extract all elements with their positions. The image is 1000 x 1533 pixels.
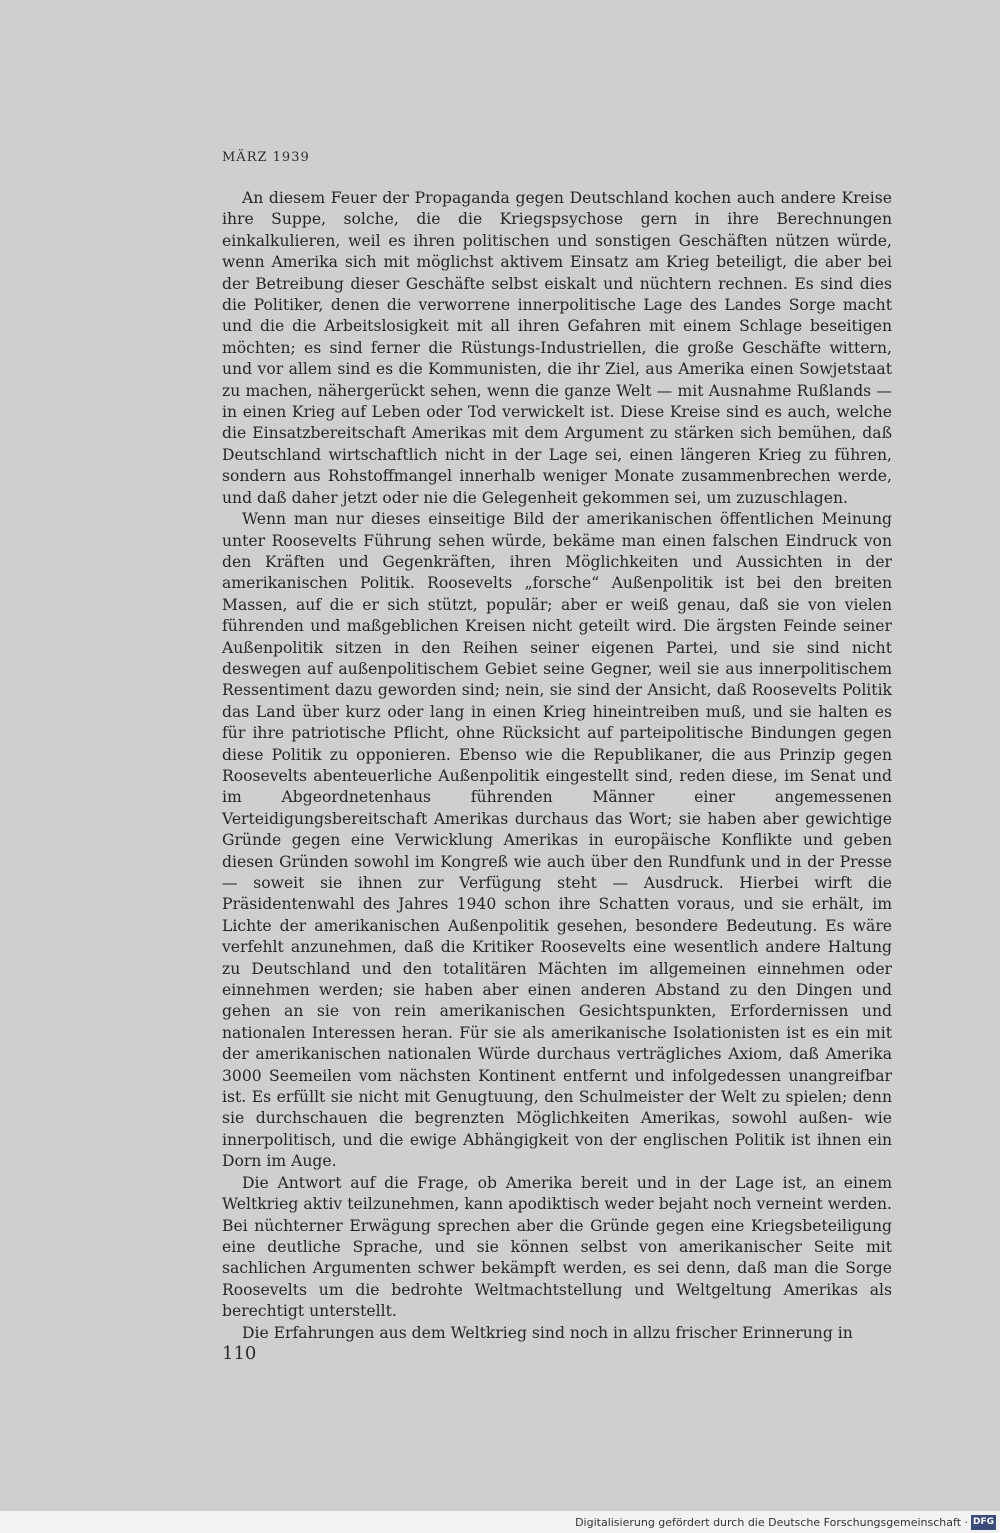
dfg-logo-icon: DFG (971, 1515, 996, 1530)
paragraph: Die Antwort auf die Frage, ob Amerika bereit und in der Lage ist, an einem Weltkrieg aktiv teilzunehmen, kann apodiktisch weder bejaht noch verneint werden. Bei nüchterner Erwägung sprechen aber die Gründe gegen eine Kriegsbeteiligung eine deutliche Sprache, und sie können selbst von amerikanischer Seite mit sachlichen Argumenten schwer bekämpft werden, es sei denn, daß man die Sorge Roosevelts um die bedrohte Weltmachtstellung und Weltgeltung Amerikas als berechtigt unterstellt. (222, 1173, 892, 1321)
page-number: 110 (222, 1343, 257, 1364)
paragraph: Wenn man nur dieses einseitige Bild der amerikanischen öffentlichen Meinung unter Roosevelts Führung sehen würde, bekäme man einen falschen Eindruck von den Kräften und Gegenkräften, ihren Möglichkeiten und Aussichten in der amerikanischen Politik. Roosevelts „forsche“ Außenpolitik ist bei den breiten Massen, auf die er sich stützt, populär; aber er weiß genau, daß sie von vielen führenden und maßgeblichen Kreisen nicht geteilt wird. Die ärgsten Feinde seiner Außenpolitik sitzen in den Reihen seiner eigenen Partei, und sie sind nicht deswegen auf außenpolitischem Gebiet seine Gegner, weil sie aus innerpolitischem Ressentiment dazu geworden sind; nein, sie sind der Ansicht, daß Roosevelts Politik das Land über kurz oder lang in einen Krieg hineintreiben muß, und sie halten es für ihre patriotische Pflicht, ohne Rücksicht auf parteipolitische Bindungen gegen diese Politik zu opponieren. Ebenso wie die Republikaner, die aus Prinzip gegen Roosevelts abenteuerliche Außenpolitik eingestellt sind, reden diese, im Senat und im Abgeordnetenhaus führenden Männer einer angemessenen Verteidigungsbereitschaft Amerikas durchaus das Wort; sie haben aber gewichtige Gründe gegen eine Verwicklung Amerikas in europäische Konflikte und geben diesen Gründen sowohl im Kongreß wie auch über den Rundfunk und in der Presse — soweit sie ihnen zur Verfügung steht — Ausdruck. Hierbei wirft die Präsidentenwahl des Jahres 1940 schon ihre Schatten voraus, und sie erhält, im Lichte der amerikanischen Außenpolitik gesehen, besondere Bedeutung. Es wäre verfehlt anzunehmen, daß die Kritiker Roosevelts eine wesentlich andere Haltung zu Deutschland und den totalitären Mächten im allgemeinen einnehmen oder einnehmen werden; sie haben aber einen anderen Abstand zu den Dingen und gehen an sie von rein amerikanischen Gesichtspunkten, Erfordernissen und nationalen Interessen heran. Für sie als amerikanische Isolationisten ist es ein mit der amerikanischen nationalen Würde durchaus verträgliches Axiom, daß Amerika 3000 Seemeilen vom nächsten Kontinent entfernt und infolgedessen unangreifbar ist. Es erfüllt sie nicht mit Genugtuung, den Schulmeister der Welt zu spielen; denn sie durchschauen die begrenzten Möglichkeiten Amerikas, sowohl außen- wie innerpolitisch, und die ewige Abhängigkeit von der englischen Politik ist ihnen ein Dorn im Auge. (222, 510, 892, 1171)
body-text (222, 188, 892, 1344)
paragraph: Die Erfahrungen aus dem Weltkrieg sind noch in allzu frischer Erinnerung in (242, 1323, 853, 1342)
funding-credit: Digitalisierung gefördert durch die Deutsche Forschungsgemeinschaft · (575, 1516, 968, 1529)
running-head: MÄRZ 1939 (222, 150, 310, 165)
paragraph: An diesem Feuer der Propaganda gegen Deutschland kochen auch andere Kreise ihre Suppe, solche, die die Kriegspsychose gern in ihre Berechnungen einkalkulieren, weil es ihren politischen und sonstigen Geschäften nützen würde, wenn Amerika sich mit möglichst aktivem Einsatz am Krieg beteiligt, die aber bei der Betreibung dieser Geschäfte selbst eiskalt und nüchtern rechnen. Es sind dies die Politiker, denen die verworrene innerpolitische Lage des Landes Sorge macht und die die Arbeitslosigkeit mit all ihren Gefahren mit einem Schlage beseitigen möchten; es sind ferner die Rüstungs-Industriellen, die große Geschäfte wittern, und vor allem sind es die Kommunisten, die ihr Ziel, aus Amerika einen Sowjetstaat zu machen, nähergerückt sehen, wenn die ganze Welt — mit Ausnahme Rußlands — in einen Krieg auf Leben oder Tod verwickelt ist. Diese Kreise sind es auch, welche die Einsatzbereitschaft Amerikas mit dem Argument zu stärken sich bemühen, daß Deutschland wirtschaftlich nicht in der Lage sei, einen längeren Krieg zu führen, sondern aus Rohstoffmangel innerhalb weniger Monate zusammenbrechen werde, und daß daher jetzt oder nie die Gelegenheit gekommen sei, um zuzuschlagen. (222, 189, 892, 507)
footer-strip (0, 1511, 1000, 1533)
